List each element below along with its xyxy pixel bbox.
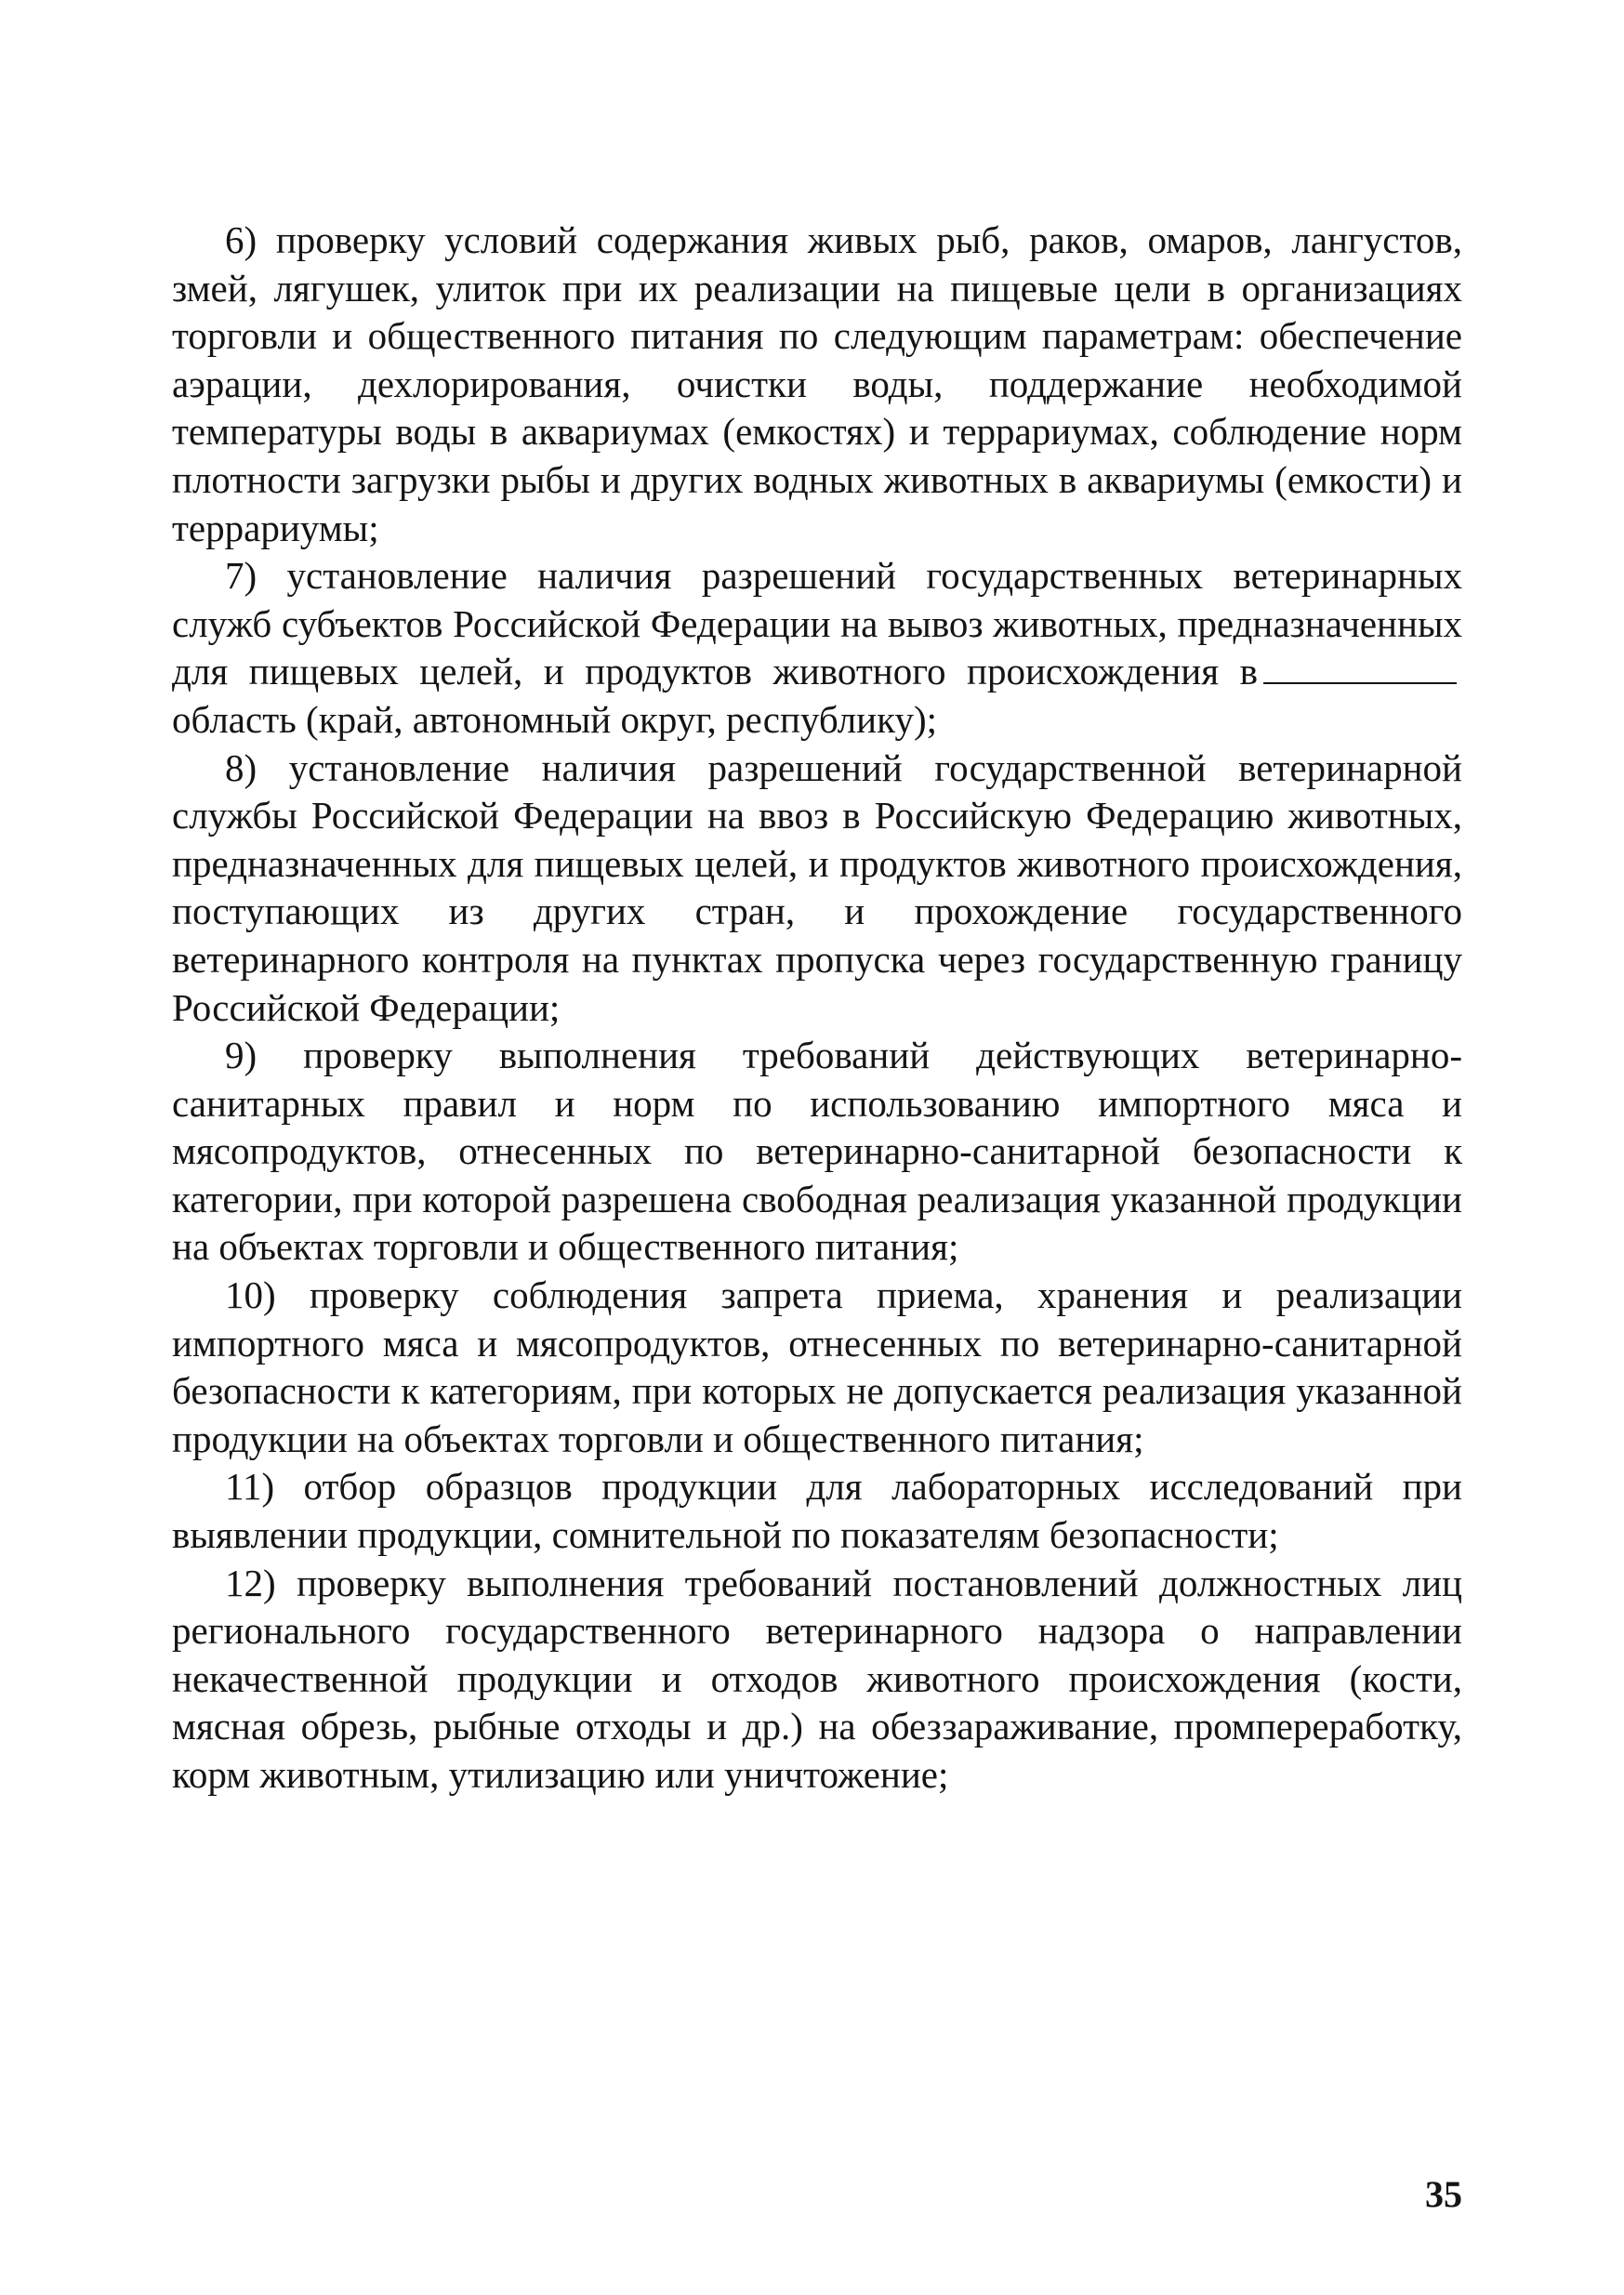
paragraph-item-10: 10) проверку соблюдения запрета приема, хранения и реализации импортного мяса и мясопродуктов, отнесенных по ветеринарно-санитарной безопасности к категориям, при которых не допускается реализация указанной продукции на объектах торговли и общественного питания; xyxy=(172,1273,1462,1460)
paragraph-item-8: 8) установление наличия разрешений государственной ветеринарной службы Российской Федерации на ввоз в Российскую Федерацию животных, предназначенных для пищевых целей, и продуктов животного происхождения, поступающих из других стран, и прохождение государственного ветеринарного контроля на пунктах пропуска через государственную границу Российской Федерации; xyxy=(172,745,1462,1029)
paragraph-item-11: 11) отбор образцов продукции для лабораторных исследований при выявлении продукции, сомнительной по показателям безопасности; xyxy=(172,1465,1462,1557)
paragraph-item-7-start: 7) установление наличия разрешений государственных ветеринарных служб субъектов Российской Федерации на вывоз животных, предназначенных для пищевых целей, и продуктов животного происхождения в xyxy=(172,554,1462,693)
blank-fill-line xyxy=(1263,654,1457,684)
paragraph-item-12: 12) проверку выполнения требований постановлений должностных лиц регионального государственного ветеринарного надзора о направлении некачественной продукции и отходов животного происхождения (кости, мясная обрезь, рыбные отходы и др.) на обеззараживание, промпереработку, корм животным, утилизацию или уничтожение; xyxy=(172,1561,1462,1796)
paragraph-item-9: 9) проверку выполнения требований действующих ветеринарно-санитарных правил и норм по использованию импортного мяса и мясопродуктов, отнесенных по ветеринарно-санитарной безопасности к категории, при которой разрешена свободная реализация указанной продукции на объектах торговли и общественного питания; xyxy=(172,1034,1462,1269)
page-number: 35 xyxy=(1425,2173,1462,2215)
paragraph-item-7 xyxy=(172,552,1462,744)
paragraph-item-7-end: область (край, автономный округ, республику); xyxy=(172,697,937,741)
paragraph-item-6: 6) проверку условий содержания живых рыб, раков, омаров, лангустов, змей, лягушек, улиток при их реализации на пищевые цели в организациях торговли и общественного питания по следующим параметрам: обеспечение аэрации, дехлорирования, очистки воды, поддержание необходимой температуры воды в аквариумах (емкостях) и террариумах, соблюдение норм плотности загрузки рыбы и других водных животных в аквариумы (емкости) и террариумы; xyxy=(172,218,1462,549)
body-text xyxy=(172,217,1462,1800)
